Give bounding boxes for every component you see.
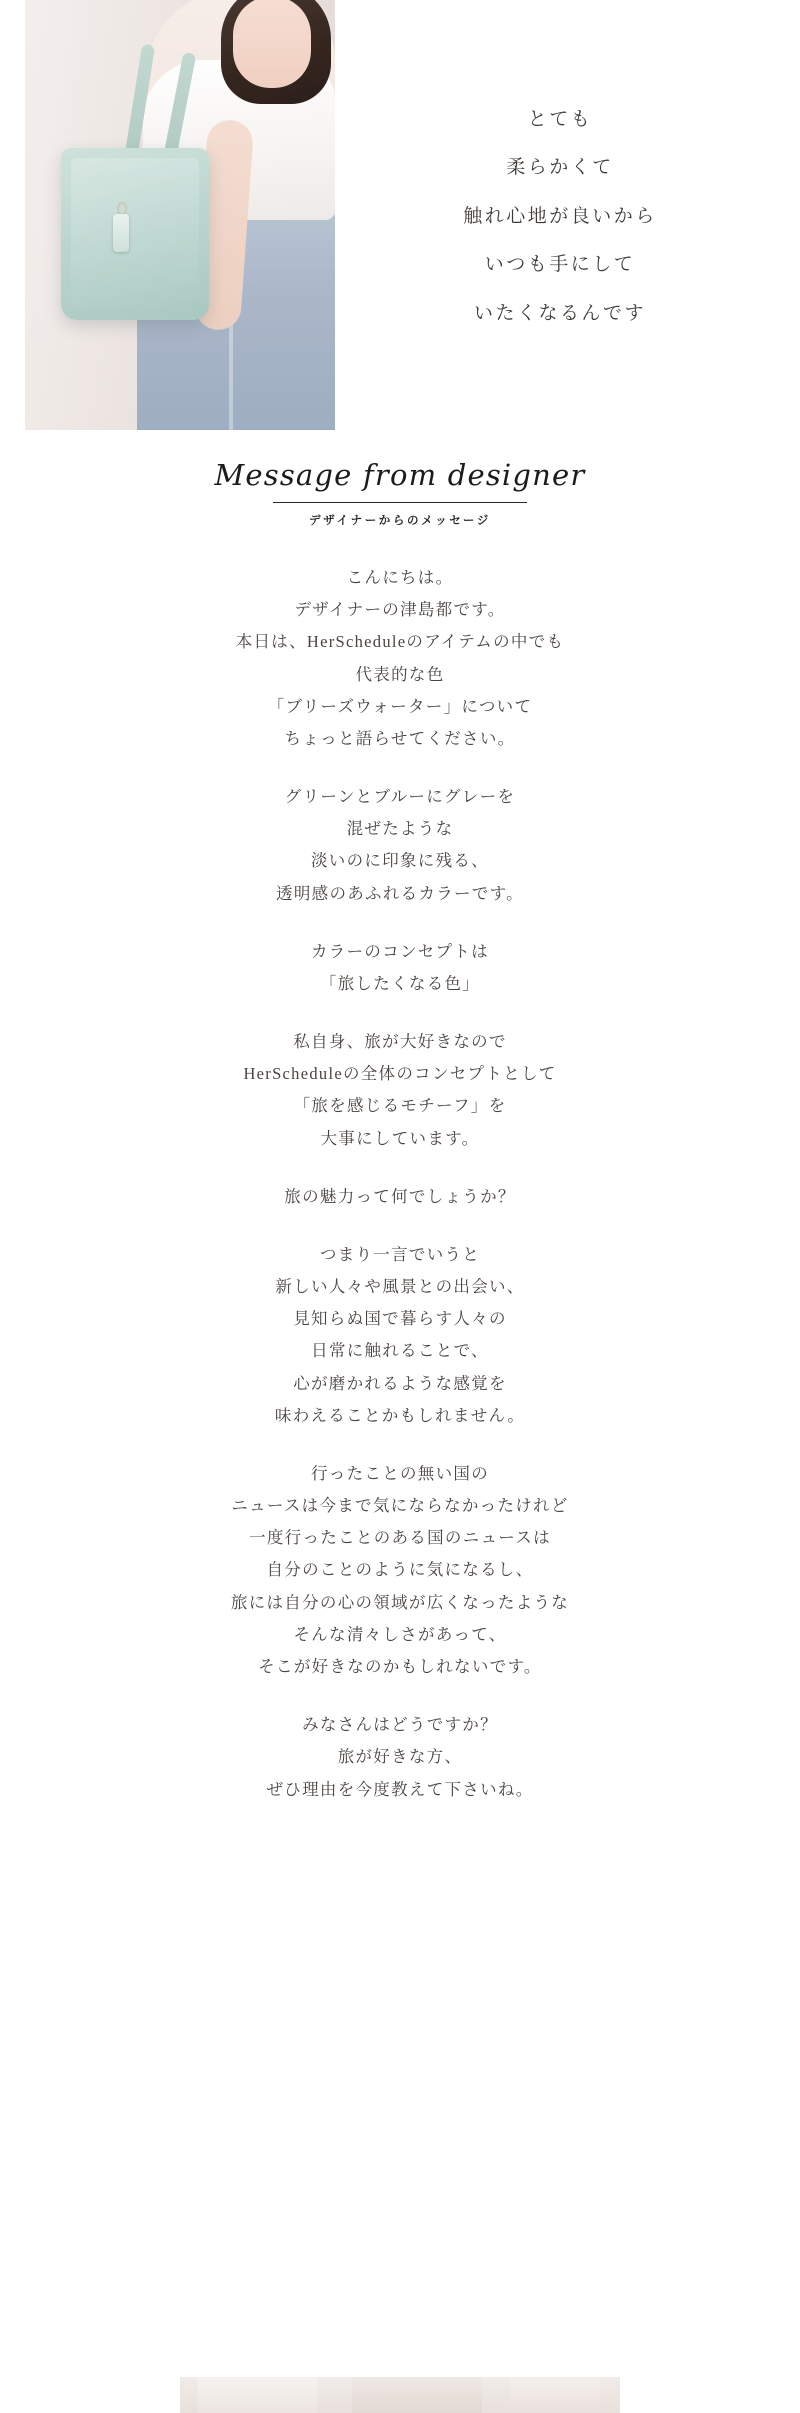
- paragraph-line: 「旅したくなる色」: [319, 973, 481, 993]
- paragraph-line: 淡いのに印象に残る、: [311, 851, 489, 871]
- paragraph: [0, 1239, 800, 1432]
- paragraph-line: 私自身、旅が大好きなので: [293, 1032, 507, 1052]
- hero-catchcopy-line: とても: [527, 109, 593, 130]
- paragraph-line: 混ぜたような: [346, 819, 454, 839]
- paragraph-line: 見知らぬ国で暮らす人々の: [293, 1309, 507, 1329]
- designer-message-section: [0, 430, 800, 1806]
- hero-catchcopy-line: 触れ心地が良いから: [463, 205, 657, 227]
- paragraph-line: 行ったことの無い国の: [311, 1463, 489, 1483]
- paragraph-line: ニュースは今まで気にならなかったけれど: [231, 1496, 569, 1516]
- paragraph-line: 味わえることかもしれません。: [274, 1405, 526, 1425]
- paragraph-line: 透明感のあふれるカラーです。: [276, 883, 524, 903]
- paragraph: [0, 562, 800, 755]
- hero-catchcopy-line: 柔らかくて: [506, 157, 614, 179]
- paragraph-line: そこが好きなのかもしれないです。: [258, 1656, 542, 1676]
- paragraph-line: そんな清々しさがあって、: [293, 1624, 507, 1644]
- strip-photo: [352, 2377, 482, 2413]
- strip-photo-group: [180, 2377, 620, 2413]
- paragraph-line: つまり一言でいうと: [319, 1244, 481, 1264]
- section-subtitle: デザイナーからのメッセージ: [309, 515, 491, 527]
- bag-charm: [113, 214, 129, 252]
- paragraph-line: 旅の魅力って何でしょうか？: [284, 1186, 516, 1206]
- paragraph-line: 旅には自分の心の領域が広くなったような: [230, 1592, 570, 1612]
- paragraph-line: カラーのコンセプトは: [311, 941, 489, 961]
- paragraph-line: グリーンとブルーにグレーを: [284, 787, 516, 807]
- hero-catchcopy-line: いたくなるんです: [473, 302, 646, 324]
- paragraph-line: 一度行ったことのある国のニュースは: [249, 1528, 551, 1548]
- paragraph-line: 自分のことのように気になるし、: [266, 1560, 534, 1580]
- paragraph: [0, 936, 800, 1000]
- strip-photo: [510, 2377, 600, 2413]
- paragraph-line: 新しい人々や風景との出会い、: [275, 1277, 525, 1297]
- paragraph-line: 旅が好きな方、: [337, 1747, 463, 1767]
- paragraph: [0, 1458, 800, 1683]
- hero-photo: [25, 0, 335, 430]
- hero-catchcopy: [350, 96, 770, 338]
- model-face: [233, 0, 311, 88]
- title-underline: [273, 502, 527, 503]
- paragraph-line: 代表的な色: [355, 664, 445, 684]
- paragraph: [0, 1181, 800, 1213]
- paragraph-line: ぜひ理由を今度教えて下さいね。: [266, 1779, 534, 1799]
- paragraph-line: 日常に触れることで、: [311, 1341, 489, 1361]
- paragraph-line: 本日は、HerScheduleのアイテムの中でも: [235, 632, 565, 652]
- message-body: [0, 562, 800, 1806]
- paragraph-line: 心が磨かれるような感覚を: [293, 1373, 507, 1393]
- paragraph-line: ちょっと語らせてください。: [284, 728, 516, 748]
- paragraph-line: みなさんはどうですか？: [302, 1715, 498, 1735]
- section-title-script: Message from designer: [214, 458, 586, 492]
- paragraph-line: こんにちは。: [346, 568, 454, 587]
- paragraph: [0, 781, 800, 910]
- paragraph-line: HerScheduleの全体のコンセプトとして: [243, 1064, 557, 1084]
- paragraph-line: 大事にしています。: [320, 1128, 480, 1148]
- paragraph-line: 「ブリーズウォーター」について: [267, 696, 533, 716]
- hero-section: [0, 0, 800, 430]
- paragraph: [0, 1026, 800, 1155]
- bottom-image-strip: [0, 2377, 800, 2413]
- strip-photo: [198, 2377, 318, 2413]
- paragraph-line: デザイナーの津島都です。: [294, 600, 506, 620]
- hero-catchcopy-line: いつも手にして: [484, 254, 636, 276]
- tote-bag: [61, 148, 209, 320]
- section-heading: [0, 458, 800, 528]
- paragraph-line: 「旅を感じるモチーフ」を: [293, 1096, 507, 1116]
- paragraph: [0, 1709, 800, 1806]
